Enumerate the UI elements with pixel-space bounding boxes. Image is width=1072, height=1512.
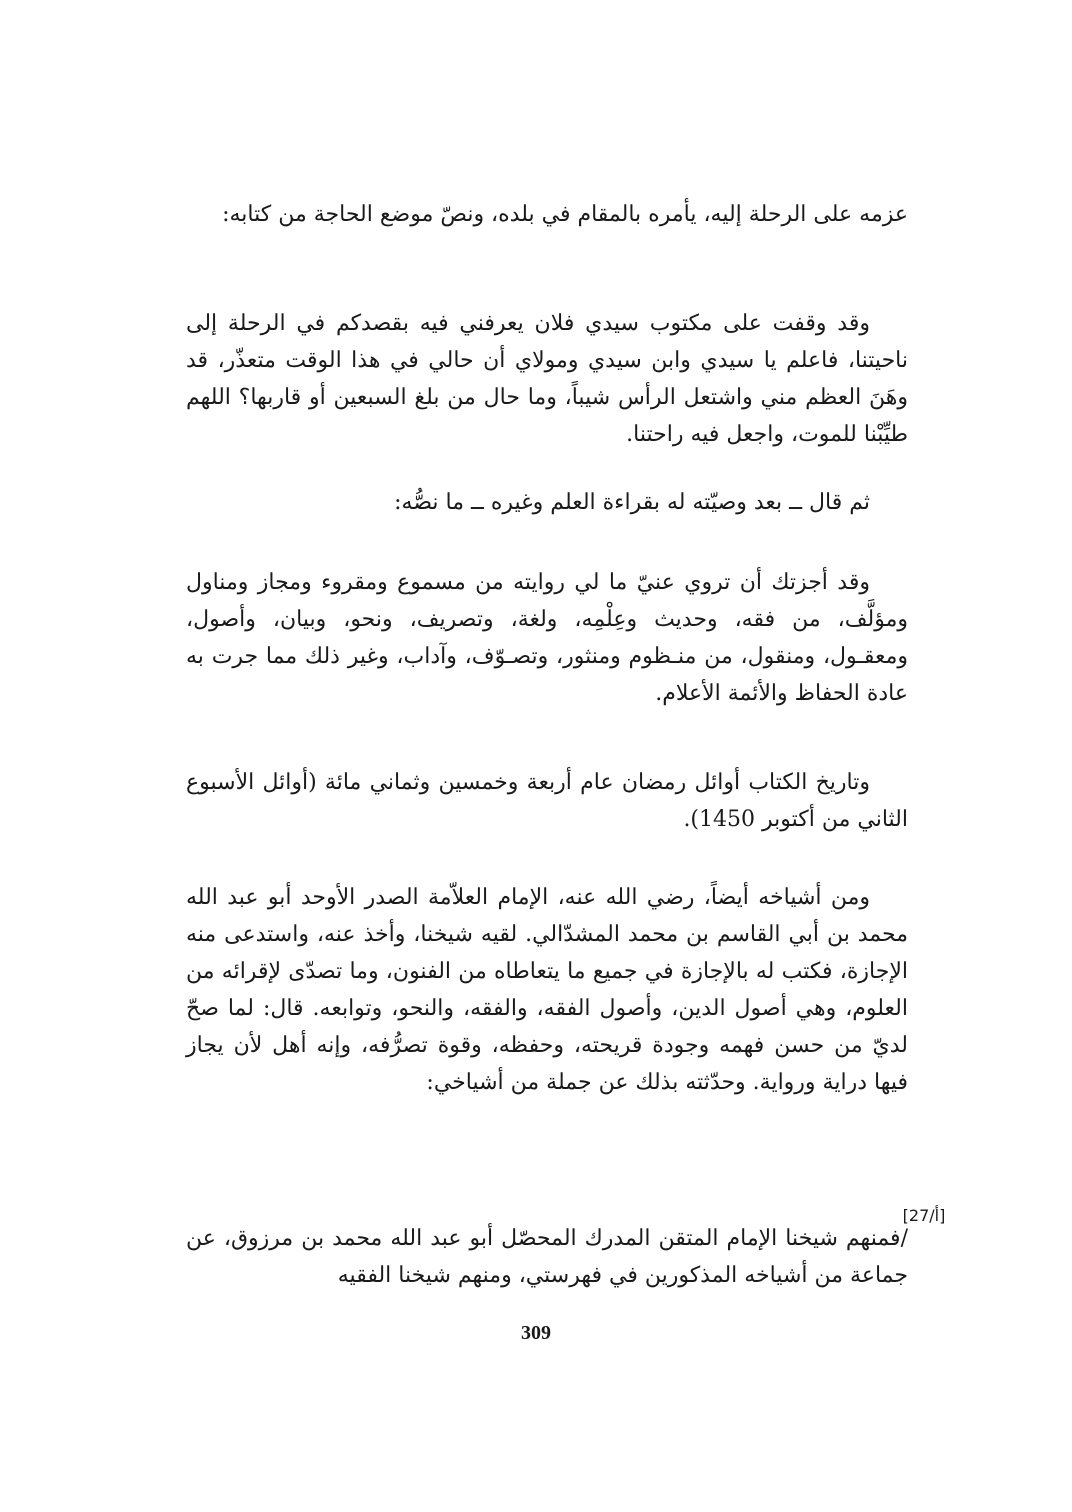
narrative-paragraph: ثم قال ــ بعد وصيّته له بقراءة العلم وغيره ــ ما نصُّه: — [394, 490, 870, 515]
page-number: 309 — [521, 1322, 551, 1344]
quoted-letter-paragraph: وقد وقفت على مكتوب سيدي فلان يعرفني فيه بقصدكم في الرحلة إلى ناحيتنا، فاعلم يا سيدي وابن سيدي ومولاي أن حالي في هذا الوقت متعذّر، قد وهَنَ العظم مني واشتعل الرأس شيباً، وما حال من بلغ السبعين أو قاربها؟ اللهم طيِّبْنا للموت، واجعل فيه راحتنا. — [186, 311, 908, 447]
paragraph-continuation: عزمه على الرحلة إليه، يأمره بالمقام في بلده، ونصّ موضع الحاجة من كتابه: — [222, 202, 908, 227]
ijaza-paragraph: وقد أجزتك أن تروي عنيّ ما لي روايته من مسموع ومقروء ومجاز ومناول ومؤلَّف، من فقه، وحديث وعِلْمِه، ولغة، وتصريف، ونحو، وبيان، وأصول، ومعقـول، ومنقول، من منـظوم ومنثور، وتصـوّف، وآداب، وغير ذلك مما جرت به عادة الحفاظ والأئمة الأعلام. — [186, 570, 908, 706]
folio-reference: [27/أ] — [902, 1206, 946, 1225]
closing-paragraph: /فمنهم شيخنا الإمام المتقن المدرك المحصّل أبو عبد الله محمد بن مرزوق، عن جماعة من أشياخه المذكورين في فهرستي، ومنهم شيخنا الفقيه — [186, 1226, 908, 1288]
shaykh-paragraph: ومن أشياخه أيضاً، رضي الله عنه، الإمام العلاّمة الصدر الأوحد أبو عبد الله محمد بن أبي القاسم بن محمد المشدّالي. لقيه شيخنا، وأخذ عنه، واستدعى منه الإجازة، فكتب له بالإجازة في جميع ما يتعاطاه من الفنون، وما تصدّى لإقرائه من العلوم، وهي أصول الدين، وأصول الفقه، والفقه، والنحو، وتوابعه. قال: لما صحّ لديّ من حسن فهمه وجودة قريحته، وحفظه، وقوة تصرُّفه، وإنه أهل لأن يجاز فيها دراية ورواية. وحدّثته بذلك عن جملة من أشياخي: — [186, 885, 908, 1095]
date-paragraph: وتاريخ الكتاب أوائل رمضان عام أربعة وخمسين وثماني مائة (أوائل الأسبوع الثاني من أكتوبر 1450). — [186, 770, 908, 832]
